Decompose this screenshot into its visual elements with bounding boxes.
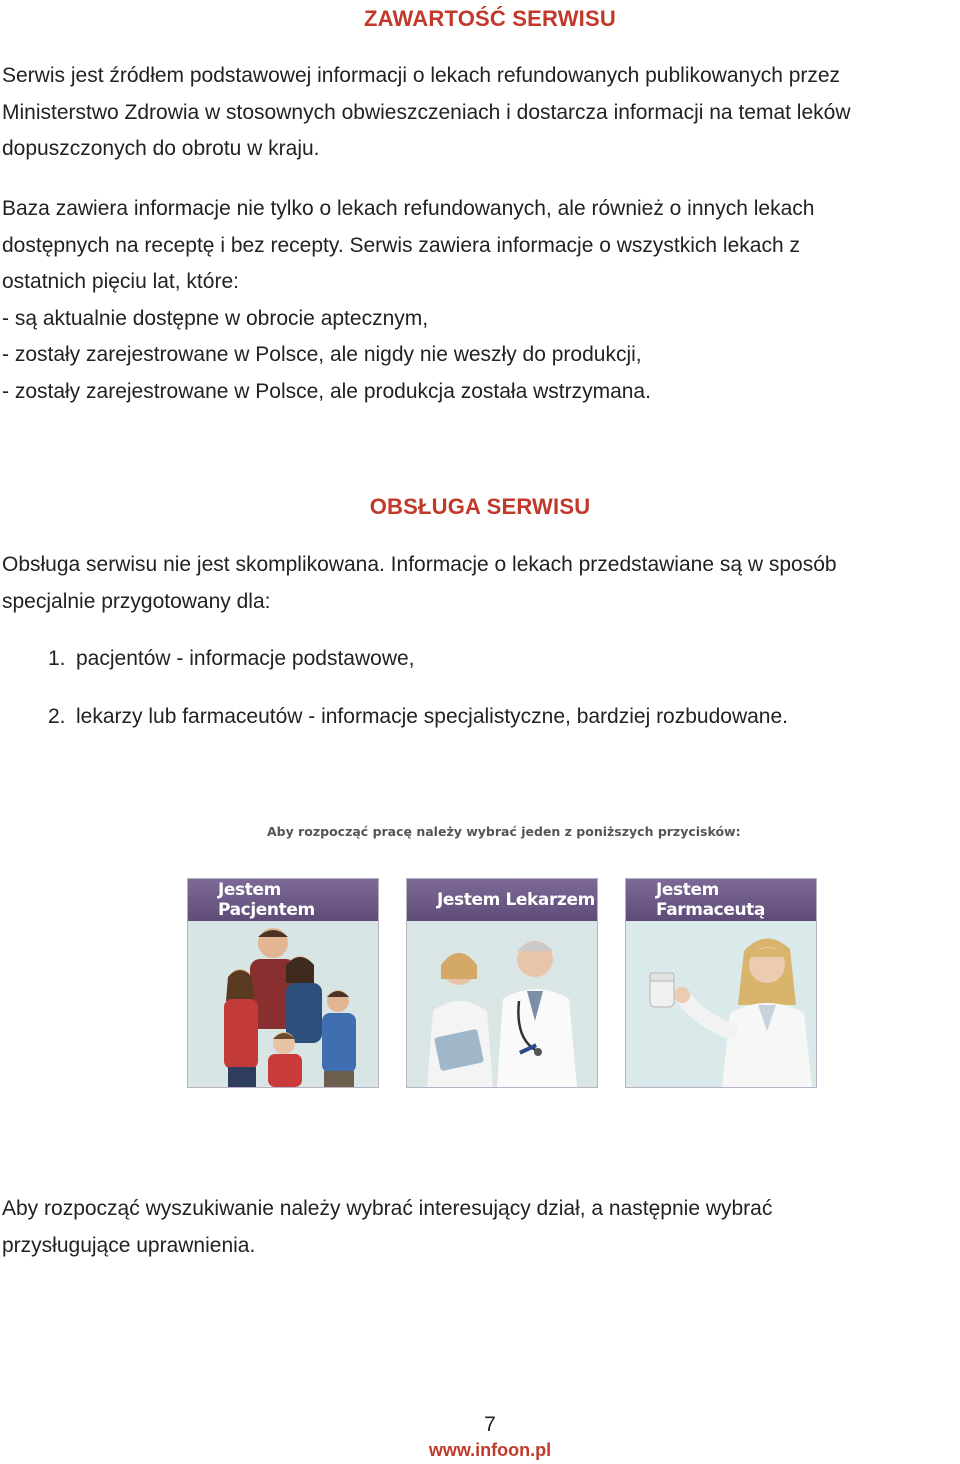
text-line: ostatnich pięciu lat, które: [2, 270, 239, 293]
text-line: specjalnie przygotowany dla: [2, 589, 271, 613]
text-line: Serwis jest źródłem podstawowej informacji o lekach refundowanych publikowanych przez [2, 64, 841, 87]
database-paragraph [2, 191, 957, 410]
section-title-content: ZAWARTOŚĆ SERWISU [364, 6, 616, 31]
text-line: - są aktualnie dostępne w obrocie aptecznym, [2, 306, 429, 330]
doctor-card[interactable] [406, 878, 598, 1088]
patient-button[interactable]: Jestem Pacjentem [188, 879, 378, 921]
usage-paragraph [2, 547, 957, 620]
pharmacist-photo [626, 921, 816, 1087]
intro-paragraph [2, 58, 957, 168]
pharmacist-card[interactable] [625, 878, 817, 1088]
list-item [48, 705, 788, 729]
text-line: Baza zawiera informacje nie tylko o lekach refundowanych, ale również o innych lekach [2, 197, 815, 220]
pharmacist-button[interactable]: Jestem Farmaceutą [626, 879, 816, 921]
text-line: przysługujące uprawnienia. [2, 1234, 256, 1257]
footer-url[interactable]: www.infoon.pl [428, 1440, 552, 1460]
text-line: Ministerstwo Zdrowia w stosownych obwieszczeniach i dostarcza informacji na temat leków [2, 100, 851, 124]
text-line: dostępnych na receptę i bez recepty. Serwis zawiera informacje o wszystkich lekach z [2, 233, 800, 257]
list-text: lekarzy lub farmaceutów - informacje specjalistyczne, bardziej rozbudowane. [76, 705, 788, 728]
text-line: - zostały zarejestrowane w Polsce, ale nigdy nie weszły do produkcji, [2, 343, 642, 366]
text-line: - zostały zarejestrowane w Polsce, ale produkcja została wstrzymana. [2, 379, 651, 403]
list-number: 2. [48, 705, 66, 728]
list-item [48, 647, 415, 671]
closing-paragraph [2, 1190, 957, 1264]
list-number: 1. [48, 647, 66, 670]
text-line: Obsługa serwisu nie jest skomplikowana. Informacje o lekach przedstawiane są w sposób [2, 553, 837, 576]
text-line: dopuszczonych do obrotu w kraju. [2, 137, 320, 160]
page-number: 7 [484, 1413, 496, 1436]
family-photo [188, 921, 378, 1087]
list-text: pacjentów - informacje podstawowe, [76, 647, 415, 670]
button-prompt: Aby rozpocząć pracę należy wybrać jeden z poniższych przycisków: [267, 824, 741, 839]
patient-card[interactable] [187, 878, 379, 1088]
text-line: Aby rozpocząć wyszukiwanie należy wybrać interesujący dział, a następnie wybrać [2, 1197, 773, 1220]
doctors-photo [407, 921, 597, 1087]
doctor-button[interactable]: Jestem Lekarzem [407, 879, 597, 921]
section-title-usage: OBSŁUGA SERWISU [369, 494, 591, 519]
